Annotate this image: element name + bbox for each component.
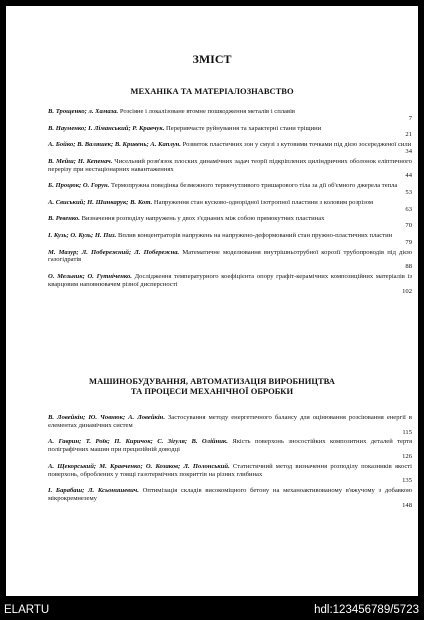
toc-entry[interactable] bbox=[48, 463, 412, 485]
toc-entry[interactable] bbox=[48, 438, 412, 460]
entry-page: 126 bbox=[402, 452, 412, 460]
entry-page: 115 bbox=[402, 428, 412, 436]
toc-entry[interactable] bbox=[48, 273, 412, 295]
entry-page: 34 bbox=[405, 147, 412, 155]
entry-authors: А. Щекорський; М. Кравченко; О. Козаков; Л. Полонський. bbox=[48, 462, 230, 470]
entry-authors: М. Мазур; Л. Побережний; Л. Побережна. bbox=[48, 248, 180, 256]
section-heading-line: МАШИНОБУДУВАННЯ, АВТОМАТИЗАЦІЯ ВИРОБНИЦТВА bbox=[89, 376, 335, 386]
toc-list-mechanics bbox=[48, 108, 412, 297]
page-title: ЗМІСТ bbox=[192, 52, 232, 66]
toc-entry[interactable] bbox=[48, 232, 412, 247]
toc-entry[interactable] bbox=[48, 487, 412, 509]
section-heading-engineering bbox=[6, 376, 418, 396]
entry-page: 88 bbox=[405, 263, 412, 271]
entry-title: Чисельний розв'язок плоских динамічних задач теорії підкріплених циліндричних оболонок еліптичного перерізу при нестаціонарних навантаженнях bbox=[48, 157, 412, 173]
section-heading-mechanics: МЕХАНІКА ТА МАТЕРІАЛОЗНАВСТВО bbox=[130, 86, 294, 96]
entry-authors: А. Бойко; В. Валяшек; В. Кривень; А. Каплун. bbox=[48, 141, 181, 149]
toc-entry[interactable] bbox=[48, 158, 412, 180]
toc-entry[interactable] bbox=[48, 414, 412, 436]
entry-authors: В. Ревенко. bbox=[48, 215, 80, 223]
entry-page: 63 bbox=[405, 205, 412, 213]
entry-title: Статистичний метод визначення розподілу показників якості поверхонь, оброблених у товщі газотермічних покриттів на різних глибинах bbox=[48, 462, 412, 478]
entry-title: Якість поверхонь зносостійких композитних деталей тертя поліграфічних машин при прецизійній доводці bbox=[48, 438, 413, 454]
repository-label: ELARTU bbox=[4, 604, 50, 616]
entry-page: 79 bbox=[405, 238, 412, 246]
toc-entry[interactable] bbox=[48, 108, 412, 123]
entry-authors: В. Ловейкін; Ю. Човнюк; А. Ловейкін. bbox=[48, 414, 165, 421]
entry-authors: І. Барабаш; Л. Ксьонишевич. bbox=[48, 487, 139, 495]
toc-entry[interactable] bbox=[48, 182, 412, 197]
entry-authors: А. Свиський; Н. Шинкарук; В. Кот. bbox=[48, 198, 153, 206]
entry-title: Вплив концентраторів напружень на напружено-деформований стан пружно-пластичних пластин bbox=[117, 231, 393, 239]
entry-authors: В. Науменко; І. Ліманський; Р. Кравчук. bbox=[48, 124, 165, 132]
document-page bbox=[6, 6, 418, 596]
entry-page: 135 bbox=[402, 477, 412, 485]
handle-identifier: hdl:123456789/5723 bbox=[314, 604, 419, 616]
toc-entry[interactable] bbox=[48, 199, 412, 214]
entry-page: 7 bbox=[408, 114, 412, 122]
entry-title: Визначення розподілу напружень у двох з'єднаних між собою прямокутних пластинах bbox=[81, 215, 325, 223]
toc-list-engineering bbox=[48, 414, 412, 512]
entry-page: 21 bbox=[405, 131, 412, 139]
toc-entry[interactable] bbox=[48, 249, 412, 271]
entry-title: Застосування методу енергетичного балансу для оцінювання розсіювання енергії в елементах динамічних систем bbox=[48, 414, 413, 429]
entry-authors: О. Мельник; О. Гутніченко. bbox=[48, 272, 132, 280]
entry-title: Розсіяне і локалізоване втомне пошкодження металів і сплавів bbox=[119, 108, 296, 115]
entry-authors: А. Гаврин; Т. Роїк; П. Киричок; С. Зігуля; В. Олійник. bbox=[48, 438, 228, 446]
toc-entry[interactable] bbox=[48, 125, 412, 140]
entry-title: Переривчасте руйнування та характерні стани тріщини bbox=[166, 124, 322, 132]
entry-title: Розвиток пластичних зон у смузі з кутовими точками під дією зосередженої сили bbox=[182, 141, 412, 149]
toc-entry[interactable] bbox=[48, 215, 412, 230]
entry-authors: В. Мейш; Н. Кепенач. bbox=[48, 157, 113, 165]
entry-page: 53 bbox=[405, 188, 412, 196]
entry-title: Оптимізація складів високоміцного бетону на механоактивованому в'яжучому з добавкою мікрокремнезему bbox=[48, 487, 413, 502]
entry-title: Дослідження температурного коефіцієнта опору графіт-керамічних композиційних матеріалів із кварцовим наповнювачем різної дисперсності bbox=[48, 272, 412, 288]
entry-page: 102 bbox=[402, 287, 412, 295]
entry-title: Термопружна поведінка безмежного термочутливого тришарового тіла за дії об'ємного джерела тепла bbox=[110, 182, 398, 190]
entry-page: 44 bbox=[405, 172, 412, 180]
toc-entry[interactable] bbox=[48, 141, 412, 156]
entry-title: Математичне моделювання внутрішньотрубної корозії трубопроводів під дією газогідратів bbox=[48, 248, 413, 264]
entry-authors: Б. Процюк; О. Горун. bbox=[48, 182, 110, 190]
entry-title: Напруження стан кусково-однорідної ізотропної пластини з коловим розрізом bbox=[153, 198, 374, 206]
entry-page: 70 bbox=[405, 222, 412, 230]
entry-authors: В. Трощенко; л. Хамаза. bbox=[48, 108, 119, 115]
entry-authors: І. Кузь; О. Кузь; Н. Пиз. bbox=[48, 231, 117, 239]
section-heading-line: ТА ПРОЦЕСИ МЕХАНІЧНОЇ ОБРОБКИ bbox=[130, 386, 294, 396]
entry-page: 148 bbox=[402, 501, 412, 509]
viewer-footer-bar bbox=[0, 600, 424, 620]
